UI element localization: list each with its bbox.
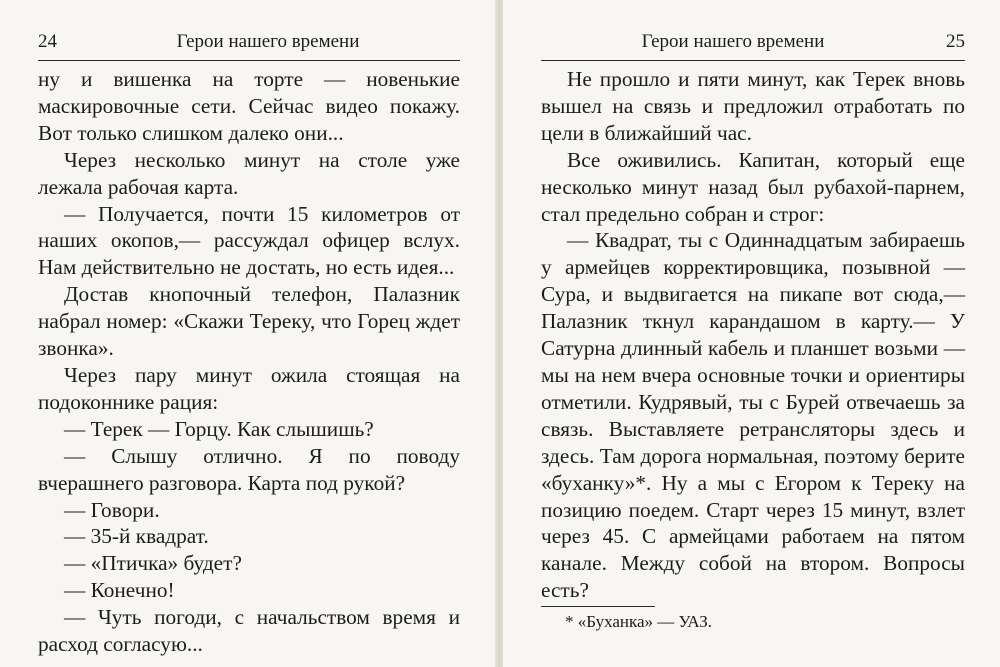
paragraph: — Терек — Горцу. Как слышишь? <box>64 416 374 441</box>
left-header-rule <box>38 60 460 61</box>
paragraph: — Слышу отлично. Я по поводу вчерашнего разговора. Карта под рукой? <box>38 443 460 495</box>
left-page-number: 24 <box>38 31 57 52</box>
left-page-body <box>38 66 460 658</box>
left-running-title: Герои нашего времени <box>176 31 360 52</box>
paragraph: — 35-й квадрат. <box>64 524 209 549</box>
left-page <box>0 0 497 667</box>
paragraph: Через несколько минут на столе уже лежала рабочая карта. <box>38 147 460 199</box>
paragraph: — Чуть погоди, с начальством время и расход согласую... <box>38 605 460 657</box>
right-page-body <box>541 66 965 604</box>
paragraph: ну и вишенка на торте — новенькие маскировочные сети. Сейчас видео покажу. Вот только слишком далеко они... <box>38 67 460 145</box>
paragraph: — Получается, почти 15 километров от наших окопов,— рассуждал офицер вслух. Нам действительно не достать, но есть идея... <box>38 201 460 280</box>
paragraph: — Квадрат, ты с Одиннадцатым забираешь у армейцев корректировщика, позывной — Сура, и выдвигается на пикапе вот сюда,— Палазник ткнул карандашом в карту.— У Сатурна длинный кабель и планшет возьми — мы на нем вчера основные точки и ориентиры отметили. Кудрявый, ты с Бурей отвечаешь за связь. Выставляете ретрансляторы здесь и здесь. Там дорога нормальная, поэтому берите «буханку»*. Ну а мы с Егором к Тереку на позицию поедем. Старт через 15 минут, взлет через 45. С армейцами работаем на пятом канале. Между собой на втором. Вопросы есть? <box>541 228 965 603</box>
paragraph: Через пару минут ожила стоящая на подоконнике рация: <box>38 362 460 414</box>
paragraph: Не прошло и пяти минут, как Терек вновь вышел на связь и предложил отработать по цели в ближайший час. <box>541 67 965 145</box>
footnote-rule <box>541 606 655 607</box>
right-page <box>503 0 1000 667</box>
right-page-header <box>541 28 965 56</box>
left-page-header <box>38 28 458 56</box>
paragraph: Достав кнопочный телефон, Палазник набрал номер: «Скажи Тереку, что Горец ждет звонка». <box>38 282 460 361</box>
paragraph: — Говори. <box>64 497 160 522</box>
right-running-title: Герои нашего времени <box>641 31 825 52</box>
paragraph: — «Птичка» будет? <box>64 551 242 576</box>
right-header-rule <box>541 60 965 61</box>
paragraph: Все оживились. Капитан, который еще несколько минут назад был рубахой-парнем, стал предельно собран и строг: <box>541 147 965 226</box>
paragraph: — Конечно! <box>64 578 175 603</box>
right-page-number: 25 <box>946 31 965 52</box>
footnote: * «Буханка» — УАЗ. <box>565 612 712 631</box>
